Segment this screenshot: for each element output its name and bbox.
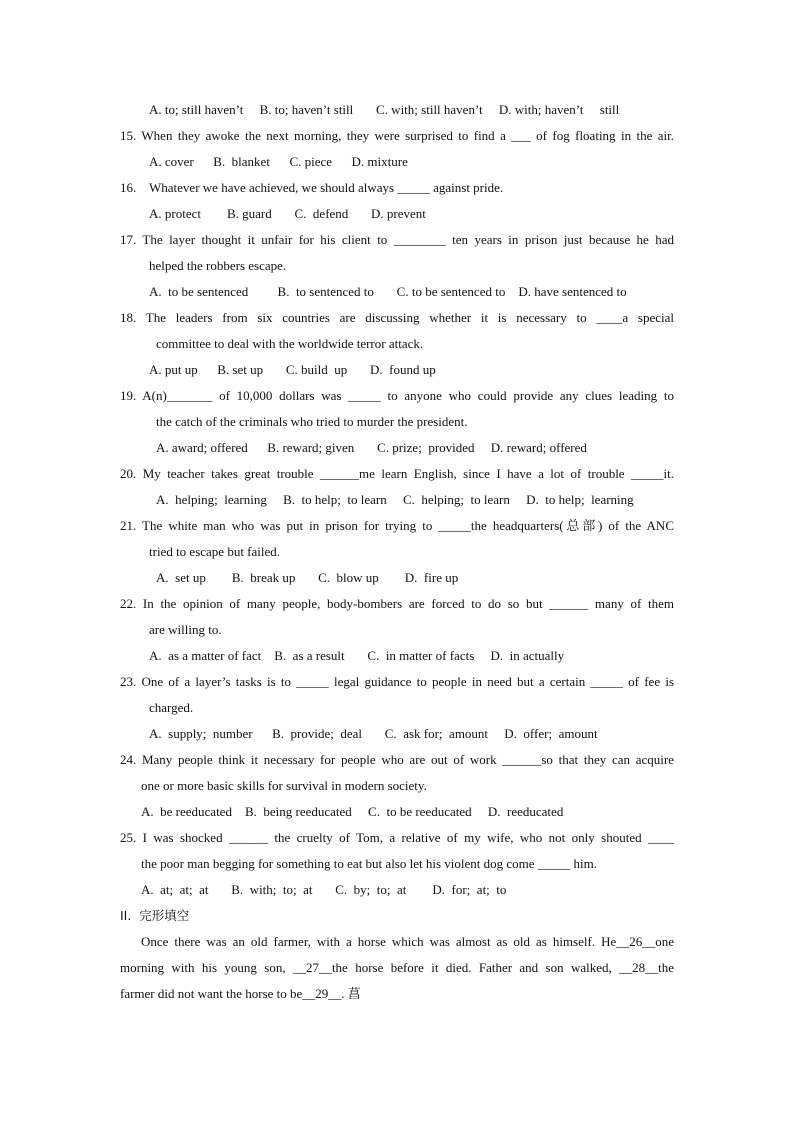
q17-stem-continued: helped the robbers escape. (149, 258, 287, 273)
q19-stem-continued: the catch of the criminals who tried to murder the president. (156, 414, 468, 429)
q18-stem-continued: committee to deal with the worldwide terror attack. (156, 336, 424, 351)
q25-stem-continued: the poor man begging for something to eat but also let his violent dog come _____ him. (141, 856, 598, 871)
q18-options: A. put up B. set up C. build up D. found up (149, 362, 436, 377)
q25-stem: 25. I was shocked ______ the cruelty of Tom, a relative of my wife, who not only shouted ____ (120, 830, 674, 845)
q22-stem: 22. In the opinion of many people, body-bombers are forced to do so but ______ many of them (120, 596, 674, 611)
q17-options: A. to be sentenced B. to sentenced to C. to be sentenced to D. have sentenced to (149, 284, 627, 299)
q23-stem: 23. One of a layer’s tasks is to _____ legal guidance to people in need but a certain _____ of fee is (120, 674, 674, 689)
q21-stem-continued: tried to escape but failed. (149, 544, 281, 559)
cloze-paragraph-line-2: morning with his young son, __27__the horse before it died. Father and son walked, __28__the (120, 960, 674, 975)
q19-options: A. award; offered B. reward; given C. prize; provided D. reward; offered (156, 440, 587, 455)
section-heading-cloze: II. 完形填空 (120, 908, 190, 923)
q22-options: A. as a matter of fact B. as a result C. in matter of facts D. in actually (149, 648, 565, 663)
q17-stem: 17. The layer thought it unfair for his client to ________ ten years in prison just because he had (120, 232, 674, 247)
q16-options: A. protect B. guard C. defend D. prevent (149, 206, 426, 221)
cloze-paragraph-line-1: Once there was an old farmer, with a horse which was almost as old as himself. He__26__one (141, 934, 674, 949)
q24-stem-continued: one or more basic skills for survival in modern society. (141, 778, 427, 793)
q24-options: A. be reeducated B. being reeducated C. to be reeducated D. reeducated (141, 804, 564, 819)
q23-stem-continued: charged. (149, 700, 194, 715)
q15-stem: 15. When they awoke the next morning, they were surprised to find a ___ of fog floating in the air. (120, 128, 674, 143)
q21-stem: 21. The white man who was put in prison for trying to _____the headquarters(总部) of the ANC (120, 518, 674, 533)
q20-stem: 20. My teacher takes great trouble ______me learn English, since I have a lot of trouble _____it. (120, 466, 674, 481)
q21-options: A. set up B. break up C. blow up D. fire up (156, 570, 459, 585)
q24-stem: 24. Many people think it necessary for people who are out of work ______so that they can acquire (120, 752, 674, 767)
q16-stem: 16. Whatever we have achieved, we should always _____ against pride. (120, 180, 504, 195)
q15-options: A. cover B. blanket C. piece D. mixture (149, 154, 408, 169)
q14-options: A. to; still haven’t B. to; haven’t still C. with; still haven’t D. with; haven’t still (149, 102, 620, 117)
q18-stem: 18. The leaders from six countries are discussing whether it is necessary to ____a special (120, 310, 674, 325)
q22-stem-continued: are willing to. (149, 622, 222, 637)
q23-options: A. supply; number B. provide; deal C. ask for; amount D. offer; amount (149, 726, 598, 741)
q25-options: A. at; at; at B. with; to; at C. by; to; at D. for; at; to (141, 882, 507, 897)
q20-options: A. helping; learning B. to help; to learn C. helping; to learn D. to help; learning (156, 492, 634, 507)
q19-stem: 19. A(n)_______ of 10,000 dollars was _____ to anyone who could provide any clues leading to (120, 388, 674, 403)
cloze-paragraph-line-3: farmer did not want the horse to be__29__. 菖 (120, 986, 361, 1001)
